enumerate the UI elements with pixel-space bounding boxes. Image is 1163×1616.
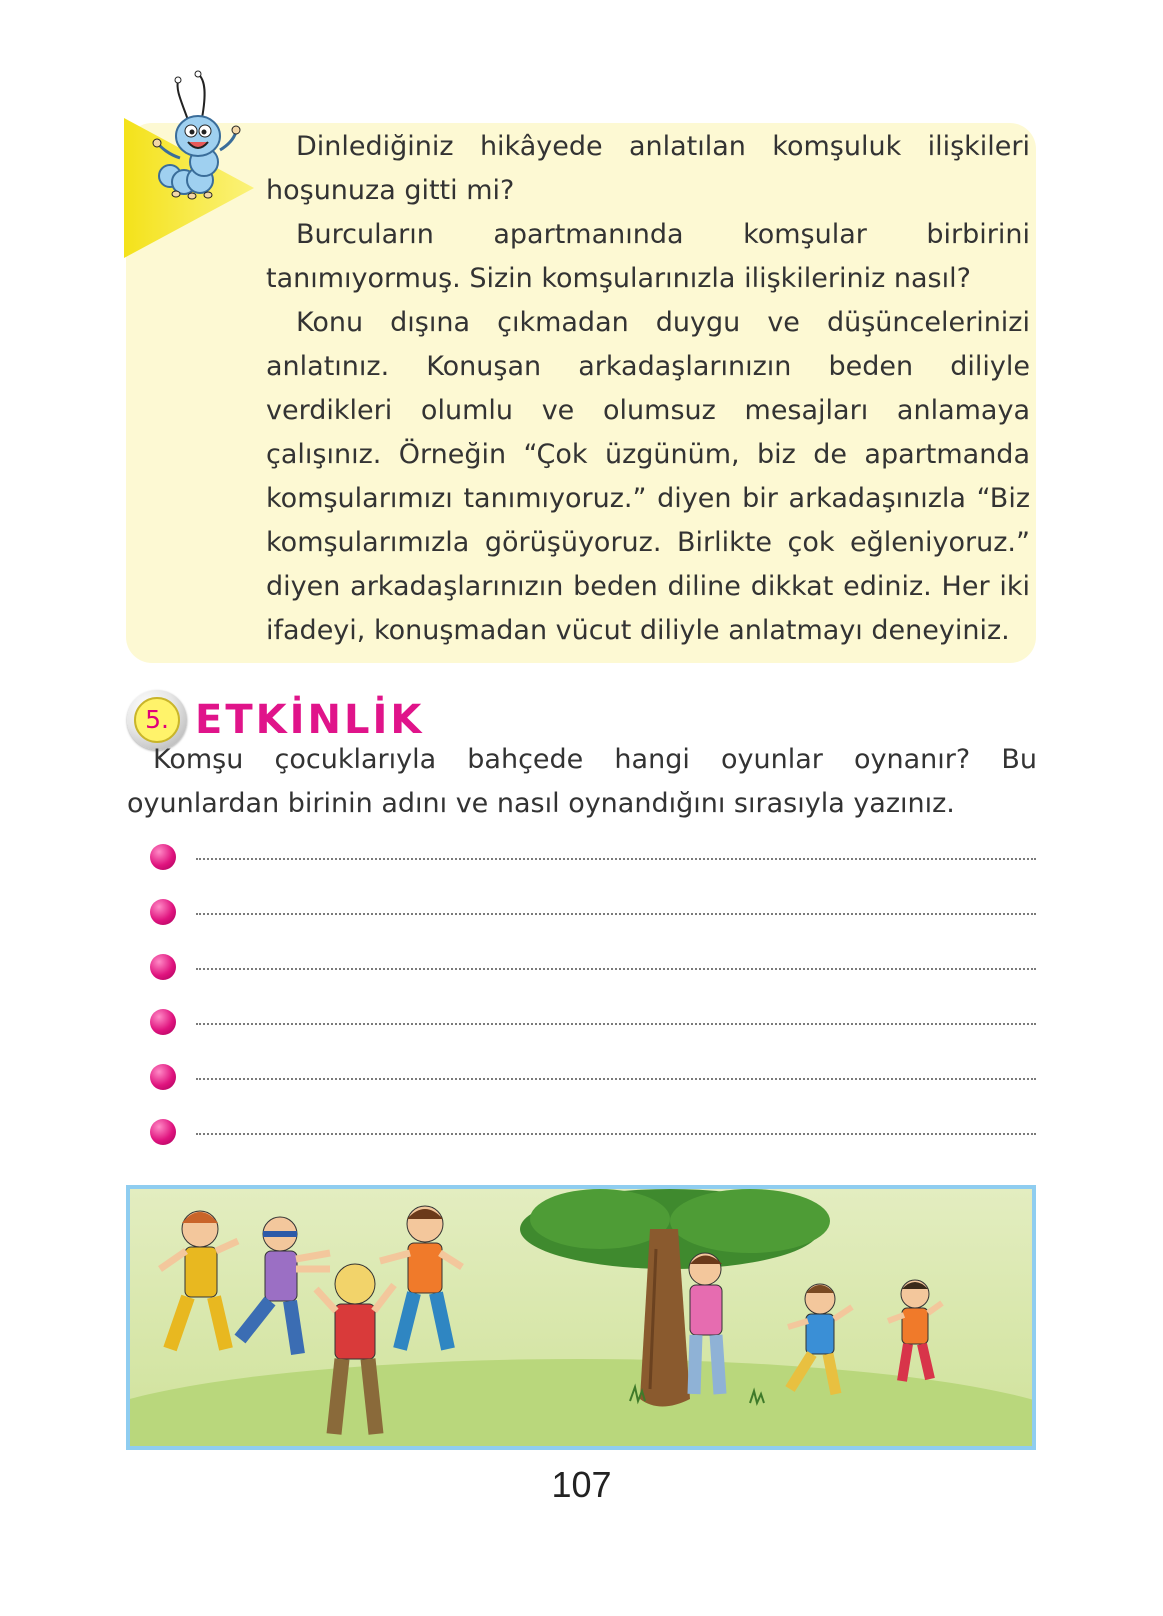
caterpillar-mascot-icon — [140, 68, 270, 218]
info-paragraph-1: Dinlediğiniz hikâyede anlatılan komşuluk ilişkileri hoşunuza gitti mi? — [266, 131, 1030, 206]
answer-line-1[interactable] — [196, 858, 1036, 860]
answer-line-5[interactable] — [196, 1078, 1036, 1080]
answer-list — [150, 838, 1040, 1168]
bullet-icon — [150, 1009, 176, 1035]
answer-item — [150, 1058, 1040, 1113]
info-text — [266, 125, 1030, 653]
bullet-icon — [150, 1119, 176, 1145]
activity-instructions: Komşu çocuklarıyla bahçede hangi oyunlar oynanır? Bu oyunlardan birinin adını ve nasıl oynandığını sırasıyla yazınız. — [127, 744, 1037, 819]
answer-item — [150, 1113, 1040, 1168]
answer-line-4[interactable] — [196, 1023, 1036, 1025]
answer-item — [150, 893, 1040, 948]
activity-title: ETKİNLİK — [195, 697, 425, 743]
children-playing-illustration — [126, 1185, 1036, 1450]
answer-item — [150, 948, 1040, 1003]
answer-line-3[interactable] — [196, 968, 1036, 970]
info-paragraph-3: Konu dışına çıkmadan duygu ve düşüncelerinizi anlatınız. Konuşan arkadaşlarınızın beden diliyle verdikleri olumlu ve olumsuz mesajları anlamaya çalışınız. Örneğin “Çok üzgünüm, biz de apartmanda komşularımızı tanımıyoruz.” diyen bir arkadaşınızla “Biz komşularımızla görüşüyoruz. Birlikte çok eğleniyoruz.” diyen arkadaşlarınızın beden diline dikkat ediniz. Her iki ifadeyi, konuşmadan vücut diliyle anlatmayı deneyiniz. — [266, 307, 1030, 646]
answer-line-6[interactable] — [196, 1133, 1036, 1135]
answer-item — [150, 1003, 1040, 1058]
bullet-icon — [150, 1064, 176, 1090]
playground-scene — [130, 1189, 1032, 1446]
bullet-icon — [150, 899, 176, 925]
bullet-icon — [150, 954, 176, 980]
answer-item — [150, 838, 1040, 893]
page-number: 107 — [551, 1464, 612, 1505]
answer-line-2[interactable] — [196, 913, 1036, 915]
activity-number: 5. — [134, 697, 180, 743]
bullet-icon — [150, 844, 176, 870]
info-paragraph-2: Burcuların apartmanında komşular birbirini tanımıyormuş. Sizin komşularınızla ilişkileriniz nasıl? — [266, 219, 1030, 294]
